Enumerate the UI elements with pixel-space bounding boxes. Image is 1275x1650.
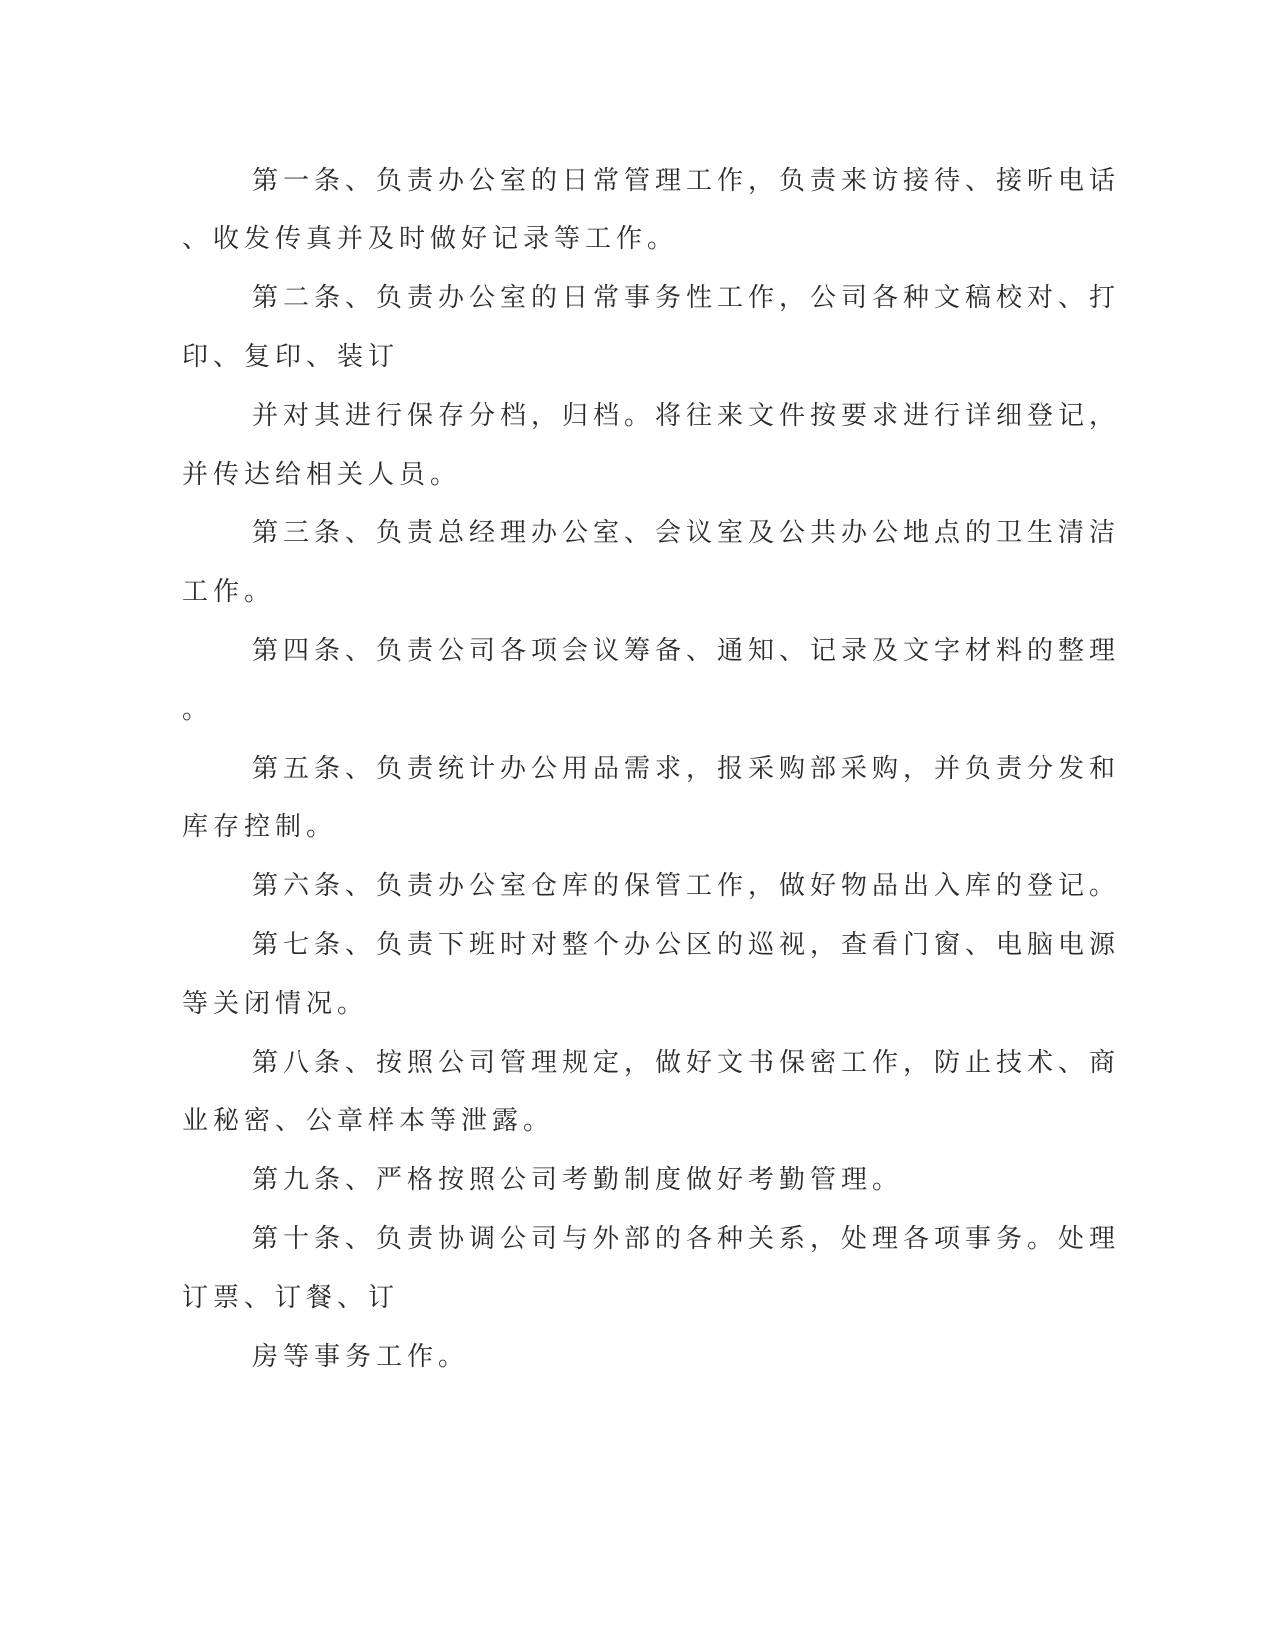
article-1-line-2: 、收发传真并及时做好记录等工作。 bbox=[182, 224, 679, 254]
article-4-line-2: 。 bbox=[182, 695, 214, 725]
article-10-line-1: 第十条、负责协调公司与外部的各种关系，处理各项事务。处理 bbox=[252, 1224, 1121, 1254]
article-5-line-2: 库存控制。 bbox=[182, 812, 338, 842]
article-8-line-1: 第八条、按照公司管理规定，做好文书保密工作，防止技术、商 bbox=[252, 1048, 1121, 1078]
article-2-line-4: 并传达给相关人员。 bbox=[182, 460, 462, 490]
article-7-line-1: 第七条、负责下班时对整个办公区的巡视，查看门窗、电脑电源 bbox=[252, 930, 1121, 960]
article-10-line-2: 订票、订餐、订 bbox=[182, 1283, 400, 1313]
article-9-line-1: 第九条、严格按照公司考勤制度做好考勤管理。 bbox=[252, 1165, 904, 1195]
article-10-line-3: 房等事务工作。 bbox=[252, 1342, 470, 1372]
article-1-line-1: 第一条、负责办公室的日常管理工作，负责来访接待、接听电话 bbox=[252, 166, 1121, 196]
article-2-line-1: 第二条、负责办公室的日常事务性工作，公司各种文稿校对、打 bbox=[252, 283, 1121, 313]
article-2-line-3: 并对其进行保存分档，归档。将往来文件按要求进行详细登记， bbox=[252, 401, 1121, 431]
article-5-line-1: 第五条、负责统计办公用品需求，报采购部采购，并负责分发和 bbox=[252, 754, 1121, 784]
article-7-line-2: 等关闭情况。 bbox=[182, 989, 369, 1019]
article-2-line-2: 印、复印、装订 bbox=[182, 342, 400, 372]
article-4-line-1: 第四条、负责公司各项会议筹备、通知、记录及文字材料的整理 bbox=[252, 636, 1121, 666]
article-8-line-2: 业秘密、公章样本等泄露。 bbox=[182, 1106, 555, 1136]
article-3-line-2: 工作。 bbox=[182, 577, 276, 607]
article-3-line-1: 第三条、负责总经理办公室、会议室及公共办公地点的卫生清洁 bbox=[252, 518, 1121, 548]
article-6-line-1: 第六条、负责办公室仓库的保管工作，做好物品出入库的登记。 bbox=[252, 871, 1121, 901]
